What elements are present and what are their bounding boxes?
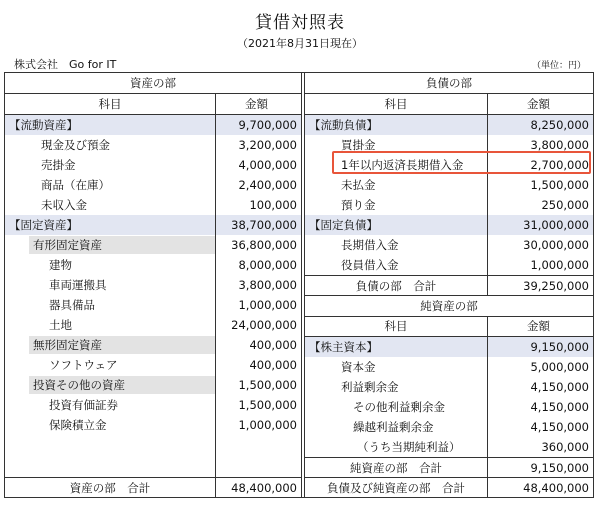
equity-row — [305, 417, 593, 437]
equity-amount: 4,150,000 — [487, 397, 593, 417]
asset-name: 無形固定資産 — [33, 338, 102, 352]
liability-row — [305, 195, 593, 215]
equity-section-header: 純資産の部 — [305, 295, 593, 317]
asset-name: 未収入金 — [41, 198, 87, 212]
asset-amount: 2,400,000 — [215, 175, 301, 195]
asset-name: 土地 — [49, 318, 72, 332]
liabilities-column-header — [305, 94, 593, 115]
liability-name: 預り金 — [341, 198, 376, 212]
asset-name: 投資有価証券 — [49, 398, 118, 412]
equity-row — [305, 337, 593, 357]
equity-name: 【株主資本】 — [309, 340, 378, 354]
equity-row — [305, 377, 593, 397]
equity-amount: 9,150,000 — [487, 337, 593, 357]
balance-sheet-table — [4, 72, 594, 498]
asset-row — [5, 195, 301, 215]
equity-name: 利益剰余金 — [341, 380, 399, 394]
liability-amount: 8,250,000 — [487, 115, 593, 135]
liability-name: 未払金 — [341, 178, 376, 192]
liability-row — [305, 115, 593, 135]
equity-total-label: 純資産の部 合計 — [350, 461, 442, 475]
liability-amount: 3,800,000 — [487, 135, 593, 155]
liability-name: 【流動負債】 — [309, 118, 378, 132]
highlight-box — [332, 151, 591, 174]
assets-total-row — [5, 477, 301, 498]
asset-row — [5, 355, 301, 375]
liability-row — [305, 255, 593, 275]
equity-row — [305, 437, 593, 457]
liability-amount: 1,000,000 — [487, 255, 593, 275]
asset-row — [5, 135, 301, 155]
liabilities-equity-column — [304, 73, 593, 497]
asset-name: 【固定資産】 — [9, 218, 78, 232]
asset-amount: 36,800,000 — [215, 235, 301, 255]
asset-amount: 1,500,000 — [215, 395, 301, 415]
asset-amount: 400,000 — [215, 335, 301, 355]
asset-name: 保険積立金 — [49, 418, 107, 432]
asset-amount: 24,000,000 — [215, 315, 301, 335]
equity-amount: 360,000 — [487, 437, 593, 457]
assets-section-header: 資産の部 — [5, 73, 301, 94]
equity-column-header — [305, 316, 593, 337]
liability-name: 【固定負債】 — [309, 218, 378, 232]
liabilities-total-row — [305, 275, 593, 296]
equity-col-amount: 金額 — [487, 316, 593, 336]
equity-name: 繰越利益剰余金 — [353, 420, 434, 434]
equity-total-amount: 9,150,000 — [487, 458, 593, 478]
asset-amount: 400,000 — [215, 355, 301, 375]
equity-amount: 4,150,000 — [487, 417, 593, 437]
liabilities-total-amount: 39,250,000 — [487, 276, 593, 296]
asset-name: 有形固定資産 — [33, 238, 102, 252]
asset-name: ソフトウェア — [49, 358, 118, 372]
asset-name: 現金及び預金 — [41, 138, 110, 152]
liability-name: 買掛金 — [341, 138, 376, 152]
liability-amount: 30,000,000 — [487, 235, 593, 255]
liability-amount: 1,500,000 — [487, 175, 593, 195]
assets-col-name: 科目 — [98, 97, 122, 111]
liability-amount: 250,000 — [487, 195, 593, 215]
asset-amount: 3,800,000 — [215, 275, 301, 295]
asset-row — [5, 255, 301, 275]
assets-total-amount: 48,400,000 — [215, 478, 301, 498]
liabilities-total-label: 負債の部 合計 — [355, 279, 437, 293]
equity-name: （うち当期純利益） — [357, 440, 461, 454]
asset-row — [5, 235, 301, 255]
asset-amount: 100,000 — [215, 195, 301, 215]
equity-name: 資本金 — [341, 360, 376, 374]
asset-row — [5, 215, 301, 235]
assets-total-label: 資産の部 合計 — [69, 481, 151, 495]
assets-column — [5, 73, 302, 497]
liability-amount: 31,000,000 — [487, 215, 593, 235]
liabilities-col-amount: 金額 — [487, 94, 593, 114]
asset-amount: 1,000,000 — [215, 295, 301, 315]
equity-amount: 5,000,000 — [487, 357, 593, 377]
unit-label: （単位：円） — [531, 61, 586, 71]
title: 貸借対照表 — [255, 13, 345, 33]
asset-amount: 3,200,000 — [215, 135, 301, 155]
liability-row — [305, 215, 593, 235]
liability-amount: 2,700,000 — [487, 155, 593, 175]
asset-row — [5, 375, 301, 395]
asset-amount: 38,700,000 — [215, 215, 301, 235]
asset-row — [5, 315, 301, 335]
assets-column-header — [5, 94, 301, 115]
asset-empty-row — [5, 435, 301, 477]
liabilities-col-name: 科目 — [384, 97, 408, 111]
report-date: （2021年8月31日現在） — [237, 37, 363, 50]
asset-row — [5, 175, 301, 195]
asset-name: 商品（在庫） — [41, 178, 110, 192]
asset-name: 車両運搬具 — [49, 278, 107, 292]
asset-row — [5, 395, 301, 415]
grand-total-amount: 48,400,000 — [487, 478, 593, 498]
asset-name: 投資その他の資産 — [33, 378, 125, 392]
liability-row — [305, 175, 593, 195]
asset-row — [5, 155, 301, 175]
equity-name: その他利益剰余金 — [353, 400, 445, 414]
asset-row — [5, 415, 301, 435]
asset-amount: 1,500,000 — [215, 375, 301, 395]
grand-total-label: 負債及び純資産の部 合計 — [327, 481, 465, 495]
asset-name: 売掛金 — [41, 158, 76, 172]
asset-amount: 8,000,000 — [215, 255, 301, 275]
assets-col-amount: 金額 — [215, 94, 301, 114]
grand-total-row — [305, 477, 593, 498]
asset-amount: 9,700,000 — [215, 115, 301, 135]
asset-amount: 1,000,000 — [215, 415, 301, 435]
equity-row — [305, 397, 593, 417]
liability-name: 長期借入金 — [341, 238, 399, 252]
liability-row — [305, 235, 593, 255]
equity-total-row — [305, 457, 593, 478]
asset-row — [5, 335, 301, 355]
company-name: 株式会社 Go for IT — [14, 58, 117, 71]
liability-name: 1年以内返済長期借入金 — [341, 158, 464, 172]
liabilities-section-header: 負債の部 — [305, 73, 593, 94]
liability-name: 役員借入金 — [341, 258, 399, 272]
equity-amount: 4,150,000 — [487, 377, 593, 397]
asset-name: 【流動資産】 — [9, 118, 78, 132]
asset-row — [5, 115, 301, 135]
asset-row — [5, 275, 301, 295]
equity-col-name: 科目 — [384, 319, 408, 333]
asset-name: 建物 — [49, 258, 72, 272]
equity-row — [305, 357, 593, 377]
asset-amount: 4,000,000 — [215, 155, 301, 175]
asset-row — [5, 295, 301, 315]
asset-name: 器具備品 — [49, 298, 95, 312]
